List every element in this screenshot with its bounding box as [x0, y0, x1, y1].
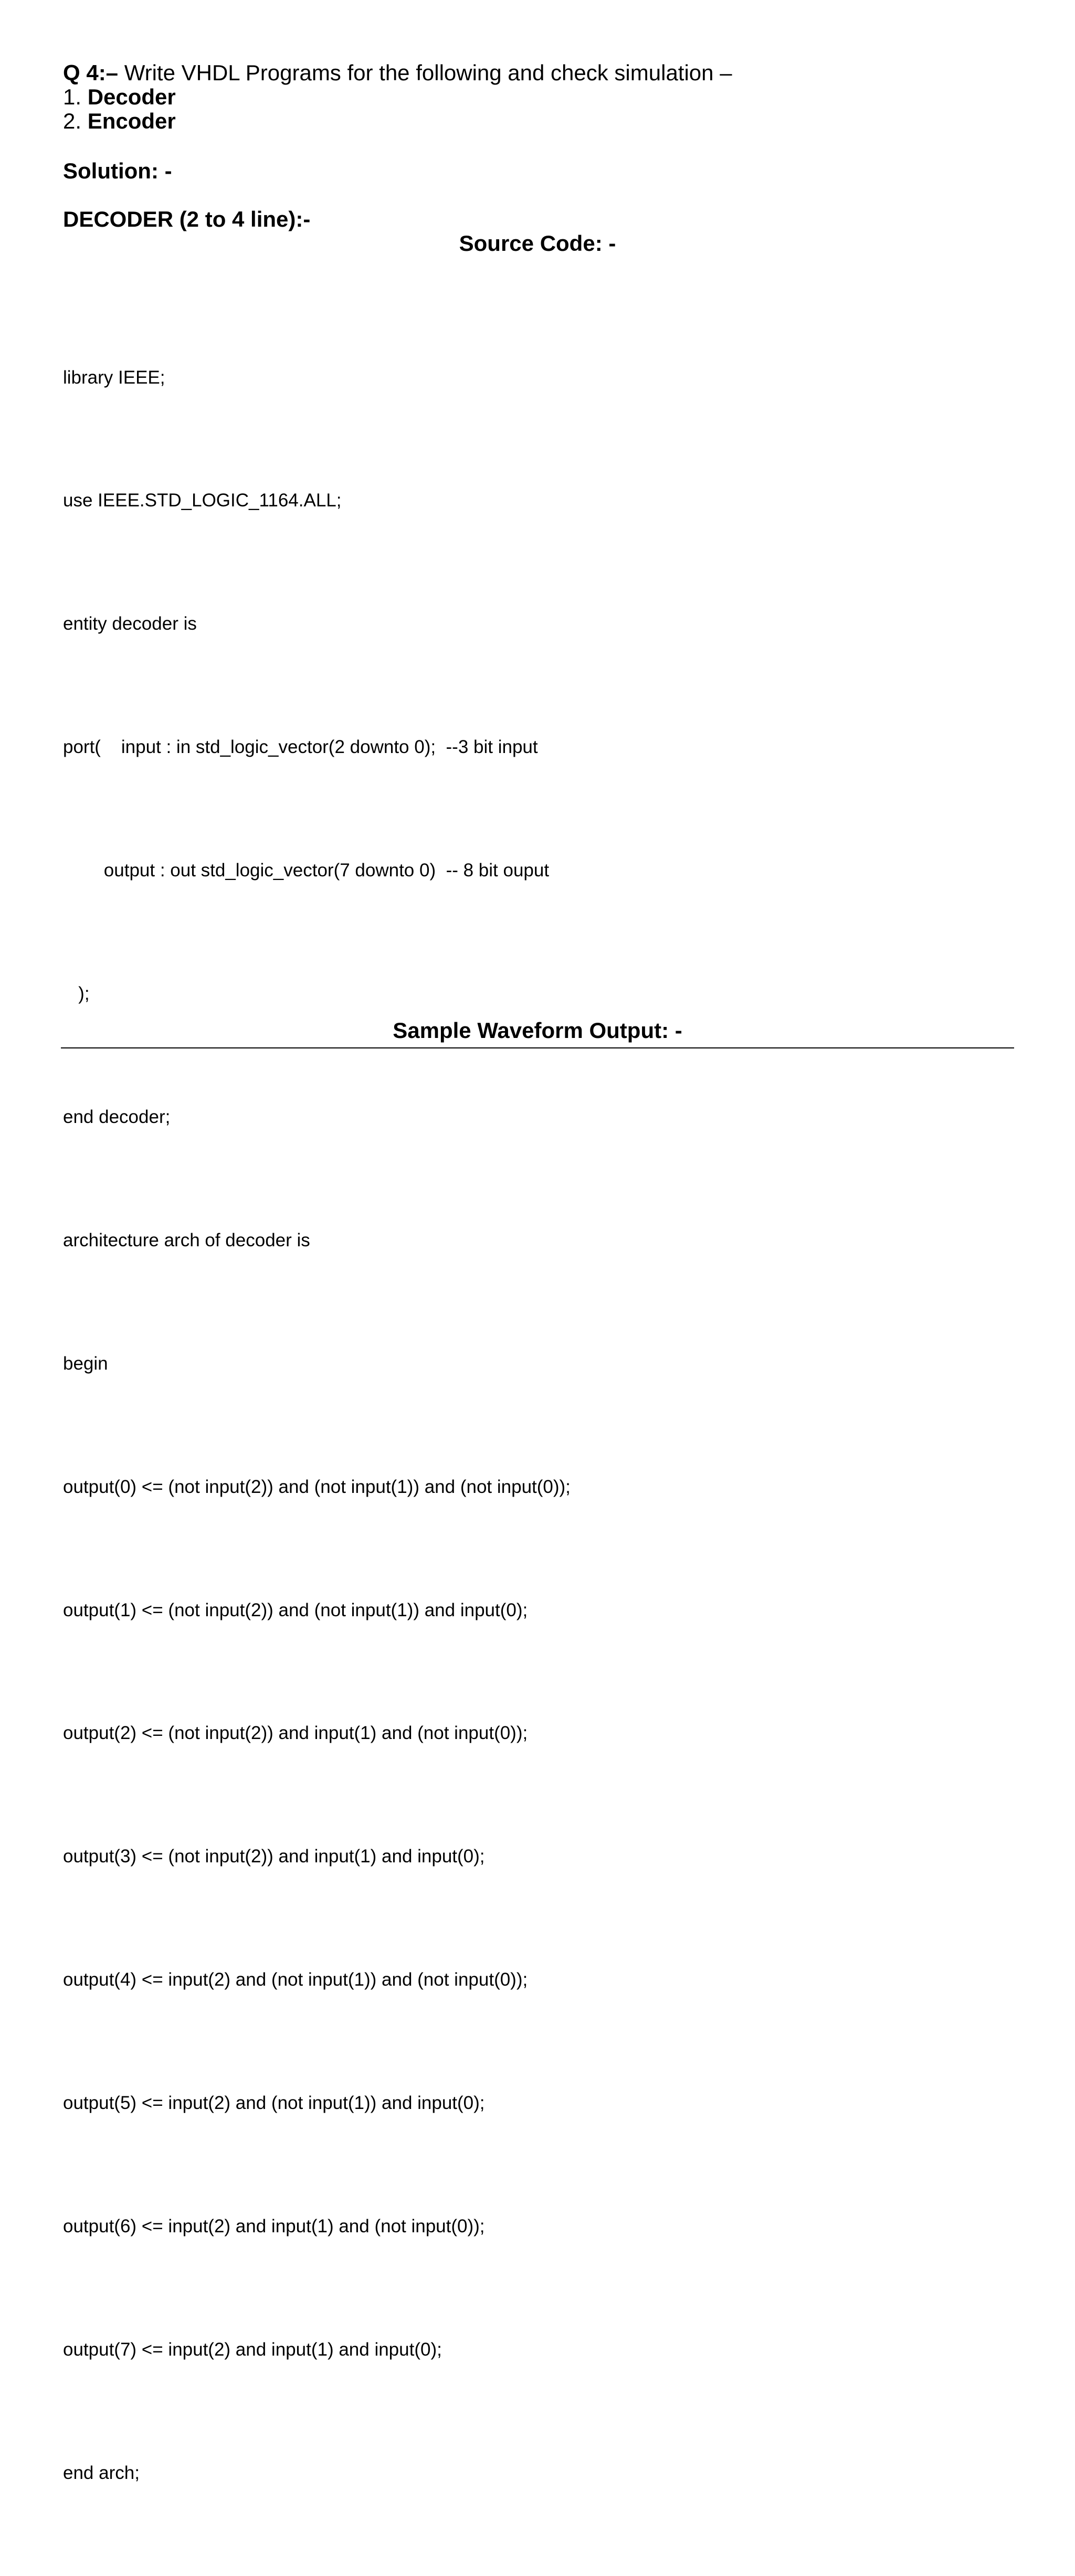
question-block — [63, 61, 732, 133]
item-number: 2. — [63, 109, 88, 133]
code-line: output(7) <= input(2) and input(1) and input(0); — [63, 2339, 442, 2360]
question-label: Q 4:– — [63, 60, 119, 85]
code-line: output(4) <= input(2) and (not input(1)) and (not input(0)); — [63, 1969, 528, 1990]
decoder-heading: DECODER (2 to 4 line):- — [63, 207, 311, 231]
code-line: library IEEE; — [63, 367, 165, 388]
code-line: port( input : in std_logic_vector(2 downto 0); --3 bit input — [63, 737, 538, 758]
question-item-decoder — [63, 85, 732, 109]
waveform-heading: Sample Waveform Output: - — [393, 1018, 682, 1043]
item-number: 1. — [63, 84, 88, 109]
item-name: Decoder — [87, 84, 176, 109]
question-text: Write VHDL Programs for the following and check simulation – — [118, 60, 732, 85]
code-line: output(1) <= (not input(2)) and (not input(1)) and input(0); — [63, 1599, 528, 1620]
solution-heading: Solution: - — [63, 158, 172, 183]
question-line — [63, 61, 732, 85]
horizontal-divider — [61, 1047, 1014, 1048]
item-name: Encoder — [87, 109, 176, 133]
code-line: architecture arch of decoder is — [63, 1229, 310, 1250]
code-line: output(6) <= input(2) and input(1) and (not input(0)); — [63, 2215, 485, 2236]
source-code-block — [63, 275, 571, 2576]
code-line: output(2) <= (not input(2)) and input(1) and (not input(0)); — [63, 1723, 528, 1744]
code-line: end arch; — [63, 2462, 140, 2483]
code-line: use IEEE.STD_LOGIC_1164.ALL; — [63, 490, 342, 511]
code-line: output(3) <= (not input(2)) and input(1) and input(0); — [63, 1846, 485, 1867]
code-line: begin — [63, 1353, 108, 1374]
code-line: output(5) <= input(2) and (not input(1)) and input(0); — [63, 2093, 485, 2114]
source-code-heading: Source Code: - — [459, 231, 616, 256]
code-line: entity decoder is — [63, 613, 197, 634]
question-item-encoder — [63, 109, 732, 133]
code-line: end decoder; — [63, 1106, 171, 1127]
code-line: output : out std_logic_vector(7 downto 0) -- 8 bit ouput — [63, 860, 550, 881]
code-line: ); — [63, 983, 90, 1004]
code-line: output(0) <= (not input(2)) and (not input(1)) and (not input(0)); — [63, 1476, 571, 1497]
